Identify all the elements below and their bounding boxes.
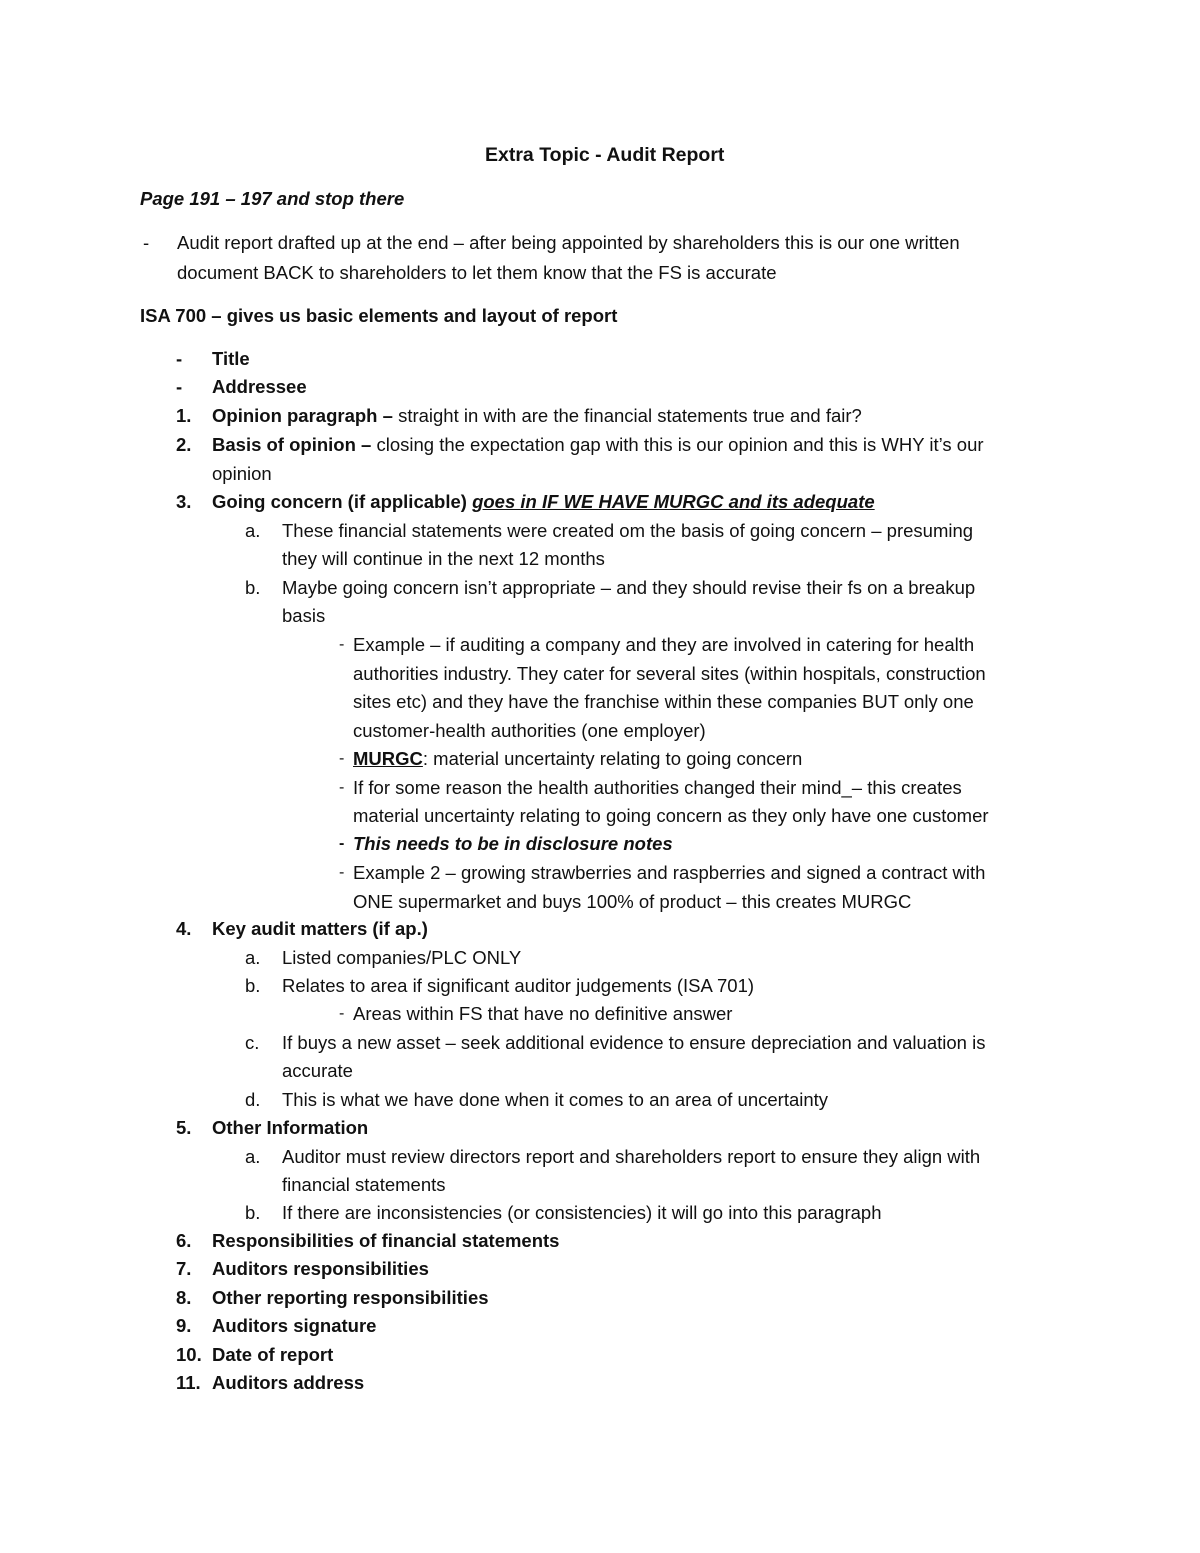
list-marker: 5.	[176, 1117, 192, 1138]
sublist-item: If buys a new asset – seek additional evidence to ensure depreciation and valuation is	[282, 1032, 986, 1053]
list-item-other-information: Other Information	[212, 1117, 369, 1138]
sublist-marker: a.	[245, 520, 261, 541]
list-item: Responsibilities of financial statements	[212, 1230, 560, 1251]
sublist-marker: d.	[245, 1089, 261, 1110]
item-heading: Basis of opinion –	[212, 434, 377, 455]
list-item: Other reporting responsibilities	[212, 1287, 489, 1308]
list-item: Auditors signature	[212, 1315, 377, 1336]
list-item: Date of report	[212, 1344, 334, 1365]
item-text: closing the expectation gap with this is our opinion and this is WHY it’s our	[376, 434, 984, 455]
bullet-item-continuation: material uncertainty relating to going concern as they only have one customer	[353, 805, 989, 826]
list-marker: 6.	[176, 1230, 192, 1251]
sublist-item: This is what we have done when it comes to an area of uncertainty	[282, 1089, 829, 1110]
sublist-item: Relates to area if significant auditor judgements (ISA 701)	[282, 975, 755, 996]
bullet-marker: -	[339, 750, 345, 767]
page-reference: Page 191 – 197 and stop there	[140, 188, 405, 209]
bullet-marker: -	[339, 636, 345, 653]
sublist-item: If there are inconsistencies (or consistencies) it will go into this paragraph	[282, 1202, 882, 1223]
item-heading: Opinion paragraph –	[212, 405, 399, 426]
item-heading: Going concern (if applicable)	[212, 491, 473, 512]
bullet-item-continuation: authorities industry. They cater for several sites (within hospitals, construction	[353, 663, 986, 684]
sublist-marker: b.	[245, 1202, 261, 1223]
list-item-key-audit-matters: Key audit matters (if ap.)	[212, 918, 428, 939]
bullet-item-continuation: ONE supermarket and buys 100% of product – this creates MURGC	[353, 891, 912, 912]
list-marker: 10.	[176, 1344, 202, 1365]
item-text: straight in with are the financial statements true and fair?	[398, 405, 862, 426]
sublist-marker: a.	[245, 947, 261, 968]
bullet-item-continuation: sites etc) and they have the franchise within these companies BUT only one	[353, 691, 974, 712]
sublist-item-continuation: financial statements	[282, 1174, 446, 1195]
page-title: Extra Topic - Audit Report	[485, 144, 725, 166]
list-marker: 8.	[176, 1287, 192, 1308]
list-marker: 11.	[176, 1372, 201, 1393]
sublist-marker: a.	[245, 1146, 261, 1167]
list-item: Auditors responsibilities	[212, 1258, 429, 1279]
bullet-item-murgc	[353, 747, 802, 771]
list-marker: 7.	[176, 1258, 192, 1279]
intro-line: Audit report drafted up at the end – after being appointed by shareholders this is our one written	[177, 232, 960, 253]
sublist-item: Listed companies/PLC ONLY	[282, 947, 522, 968]
sublist-item-continuation: basis	[282, 605, 326, 626]
sublist-marker: c.	[245, 1032, 260, 1053]
list-marker: 1.	[176, 405, 192, 426]
sublist-item: Auditor must review directors report and shareholders report to ensure they align with	[282, 1146, 981, 1167]
item-continuation: opinion	[212, 463, 272, 484]
bullet-item: Example 2 – growing strawberries and raspberries and signed a contract with	[353, 862, 986, 883]
list-marker: 2.	[176, 434, 192, 455]
list-marker: -	[176, 348, 183, 369]
bullet-item: Example – if auditing a company and they are involved in catering for health	[353, 634, 975, 655]
bullet-item: Areas within FS that have no definitive answer	[353, 1003, 733, 1024]
section-heading: ISA 700 – gives us basic elements and layout of report	[140, 305, 618, 326]
list-marker: 9.	[176, 1315, 192, 1336]
item-emphasis: goes in IF WE HAVE MURGC and its adequate	[472, 491, 875, 512]
list-marker: 3.	[176, 491, 192, 512]
sublist-item: Maybe going concern isn’t appropriate – and they should revise their fs on a breakup	[282, 577, 976, 598]
bullet-item-continuation: customer-health authorities (one employer)	[353, 720, 706, 741]
term-murgc: MURGC	[353, 748, 423, 769]
list-marker: -	[176, 376, 183, 397]
bullet-marker: -	[339, 1005, 345, 1022]
list-marker: 4.	[176, 918, 192, 939]
bullet-item: If for some reason the health authorities changed their mind_– this creates	[353, 777, 962, 798]
list-item-title: Title	[212, 348, 250, 369]
sublist-marker: b.	[245, 577, 261, 598]
bullet-marker: -	[339, 864, 345, 881]
list-item-going-concern	[212, 490, 875, 514]
sublist-item: These financial statements were created om the basis of going concern – presuming	[282, 520, 974, 541]
sublist-item-continuation: they will continue in the next 12 months	[282, 548, 605, 569]
bullet-marker: -	[339, 835, 345, 852]
intro-line: document BACK to shareholders to let them know that the FS is accurate	[177, 262, 777, 283]
list-item-basis	[212, 433, 984, 457]
list-item-addressee: Addressee	[212, 376, 307, 397]
bullet-marker: -	[339, 779, 345, 796]
bullet-item-emphasis: This needs to be in disclosure notes	[353, 833, 673, 854]
sublist-item-continuation: accurate	[282, 1060, 353, 1081]
term-definition: : material uncertainty relating to going concern	[422, 748, 803, 769]
list-item-opinion	[212, 404, 862, 428]
intro-bullet: -	[143, 232, 150, 253]
sublist-marker: b.	[245, 975, 261, 996]
list-item: Auditors address	[212, 1372, 365, 1393]
